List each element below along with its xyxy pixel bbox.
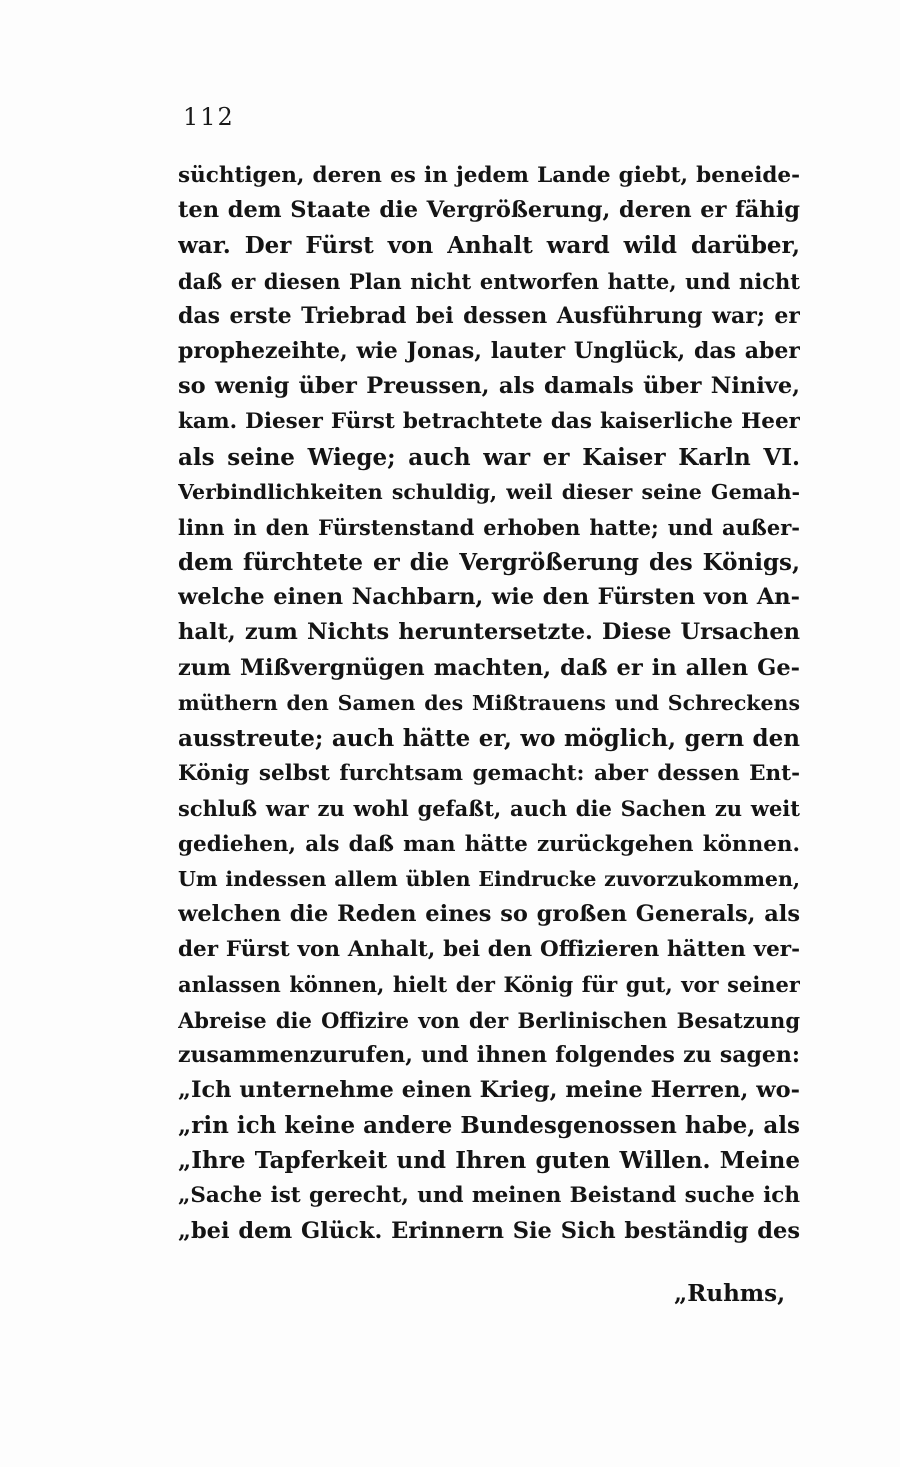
text-line: daß er diesen Plan nicht entworfen hatte, und nicht <box>178 268 800 294</box>
text-line: „rin ich keine andere Bundesgenossen habe, als <box>178 1112 800 1140</box>
text-line: kam. Dieser Fürst betrachtete das kaiserliche Heer <box>178 409 800 435</box>
text-line: ausstreute; auch hätte er, wo möglich, gern den <box>178 725 800 752</box>
text-line: der Fürst von Anhalt, bei den Offizieren hätten ver- <box>178 937 800 963</box>
text-line: Um indessen allem üblen Eindrucke zuvorzukommen, <box>178 866 800 891</box>
body-text <box>178 158 800 1249</box>
text-line: welche einen Nachbarn, wie den Fürsten von An- <box>178 584 800 611</box>
text-line: das erste Triebrad bei dessen Ausführung war; er <box>178 302 800 329</box>
text-line: „bei dem Glück. Erinnern Sie Sich beständig des <box>178 1217 800 1244</box>
text-line: König selbst furchtsam gemacht: aber dessen Ent- <box>178 761 800 787</box>
text-line: „Ich unternehme einen Krieg, meine Herren, wo- <box>178 1076 800 1103</box>
text-line: „Ihre Tapferkeit und Ihren guten Willen. Meine <box>178 1147 800 1175</box>
text-line: süchtigen, deren es in jedem Lande giebt, beneide- <box>178 163 800 188</box>
text-line: schluß war zu wohl gefaßt, auch die Sachen zu weit <box>178 796 800 822</box>
text-line: gediehen, als daß man hätte zurückgehen können. <box>178 831 800 857</box>
text-line: anlassen können, hielt der König für gut, vor seiner <box>178 972 800 998</box>
text-line: dem fürchtete er die Vergrößerung des Königs, <box>178 549 800 577</box>
text-line: Verbindlichkeiten schuldig, weil dieser seine Gemah- <box>178 479 800 504</box>
text-line: war. Der Fürst von Anhalt ward wild darüber, <box>178 232 800 260</box>
text-line: ten dem Staate die Vergrößerung, deren er fähig <box>178 197 800 224</box>
text-line: müthern den Samen des Mißtrauens und Schreckens <box>178 690 800 715</box>
text-line: Abreise die Offizire von der Berlinischen Besatzung <box>178 1007 800 1033</box>
text-line: linn in den Fürstenstand erhoben hatte; und außer- <box>178 514 800 540</box>
text-line: zum Mißvergnügen machten, daß er in allen Ge- <box>178 654 800 681</box>
text-line: prophezeihte, wie Jonas, lauter Unglück, das aber <box>178 337 800 364</box>
text-line: welchen die Reden eines so großen Generals, als <box>178 900 800 927</box>
text-line: so wenig über Preussen, als damals über Ninive, <box>178 373 800 400</box>
text-line: zusammenzurufen, und ihnen folgendes zu sagen: <box>178 1041 800 1068</box>
text-line: halt, zum Nichts heruntersetzte. Diese Ursachen <box>178 619 800 646</box>
page-number: 112 <box>183 103 235 131</box>
text-line: als seine Wiege; auch war er Kaiser Karln VI. <box>178 443 800 471</box>
text-line: „Sache ist gerecht, und meinen Beistand suche ich <box>178 1183 800 1209</box>
catchword: „Ruhms, <box>674 1280 786 1307</box>
